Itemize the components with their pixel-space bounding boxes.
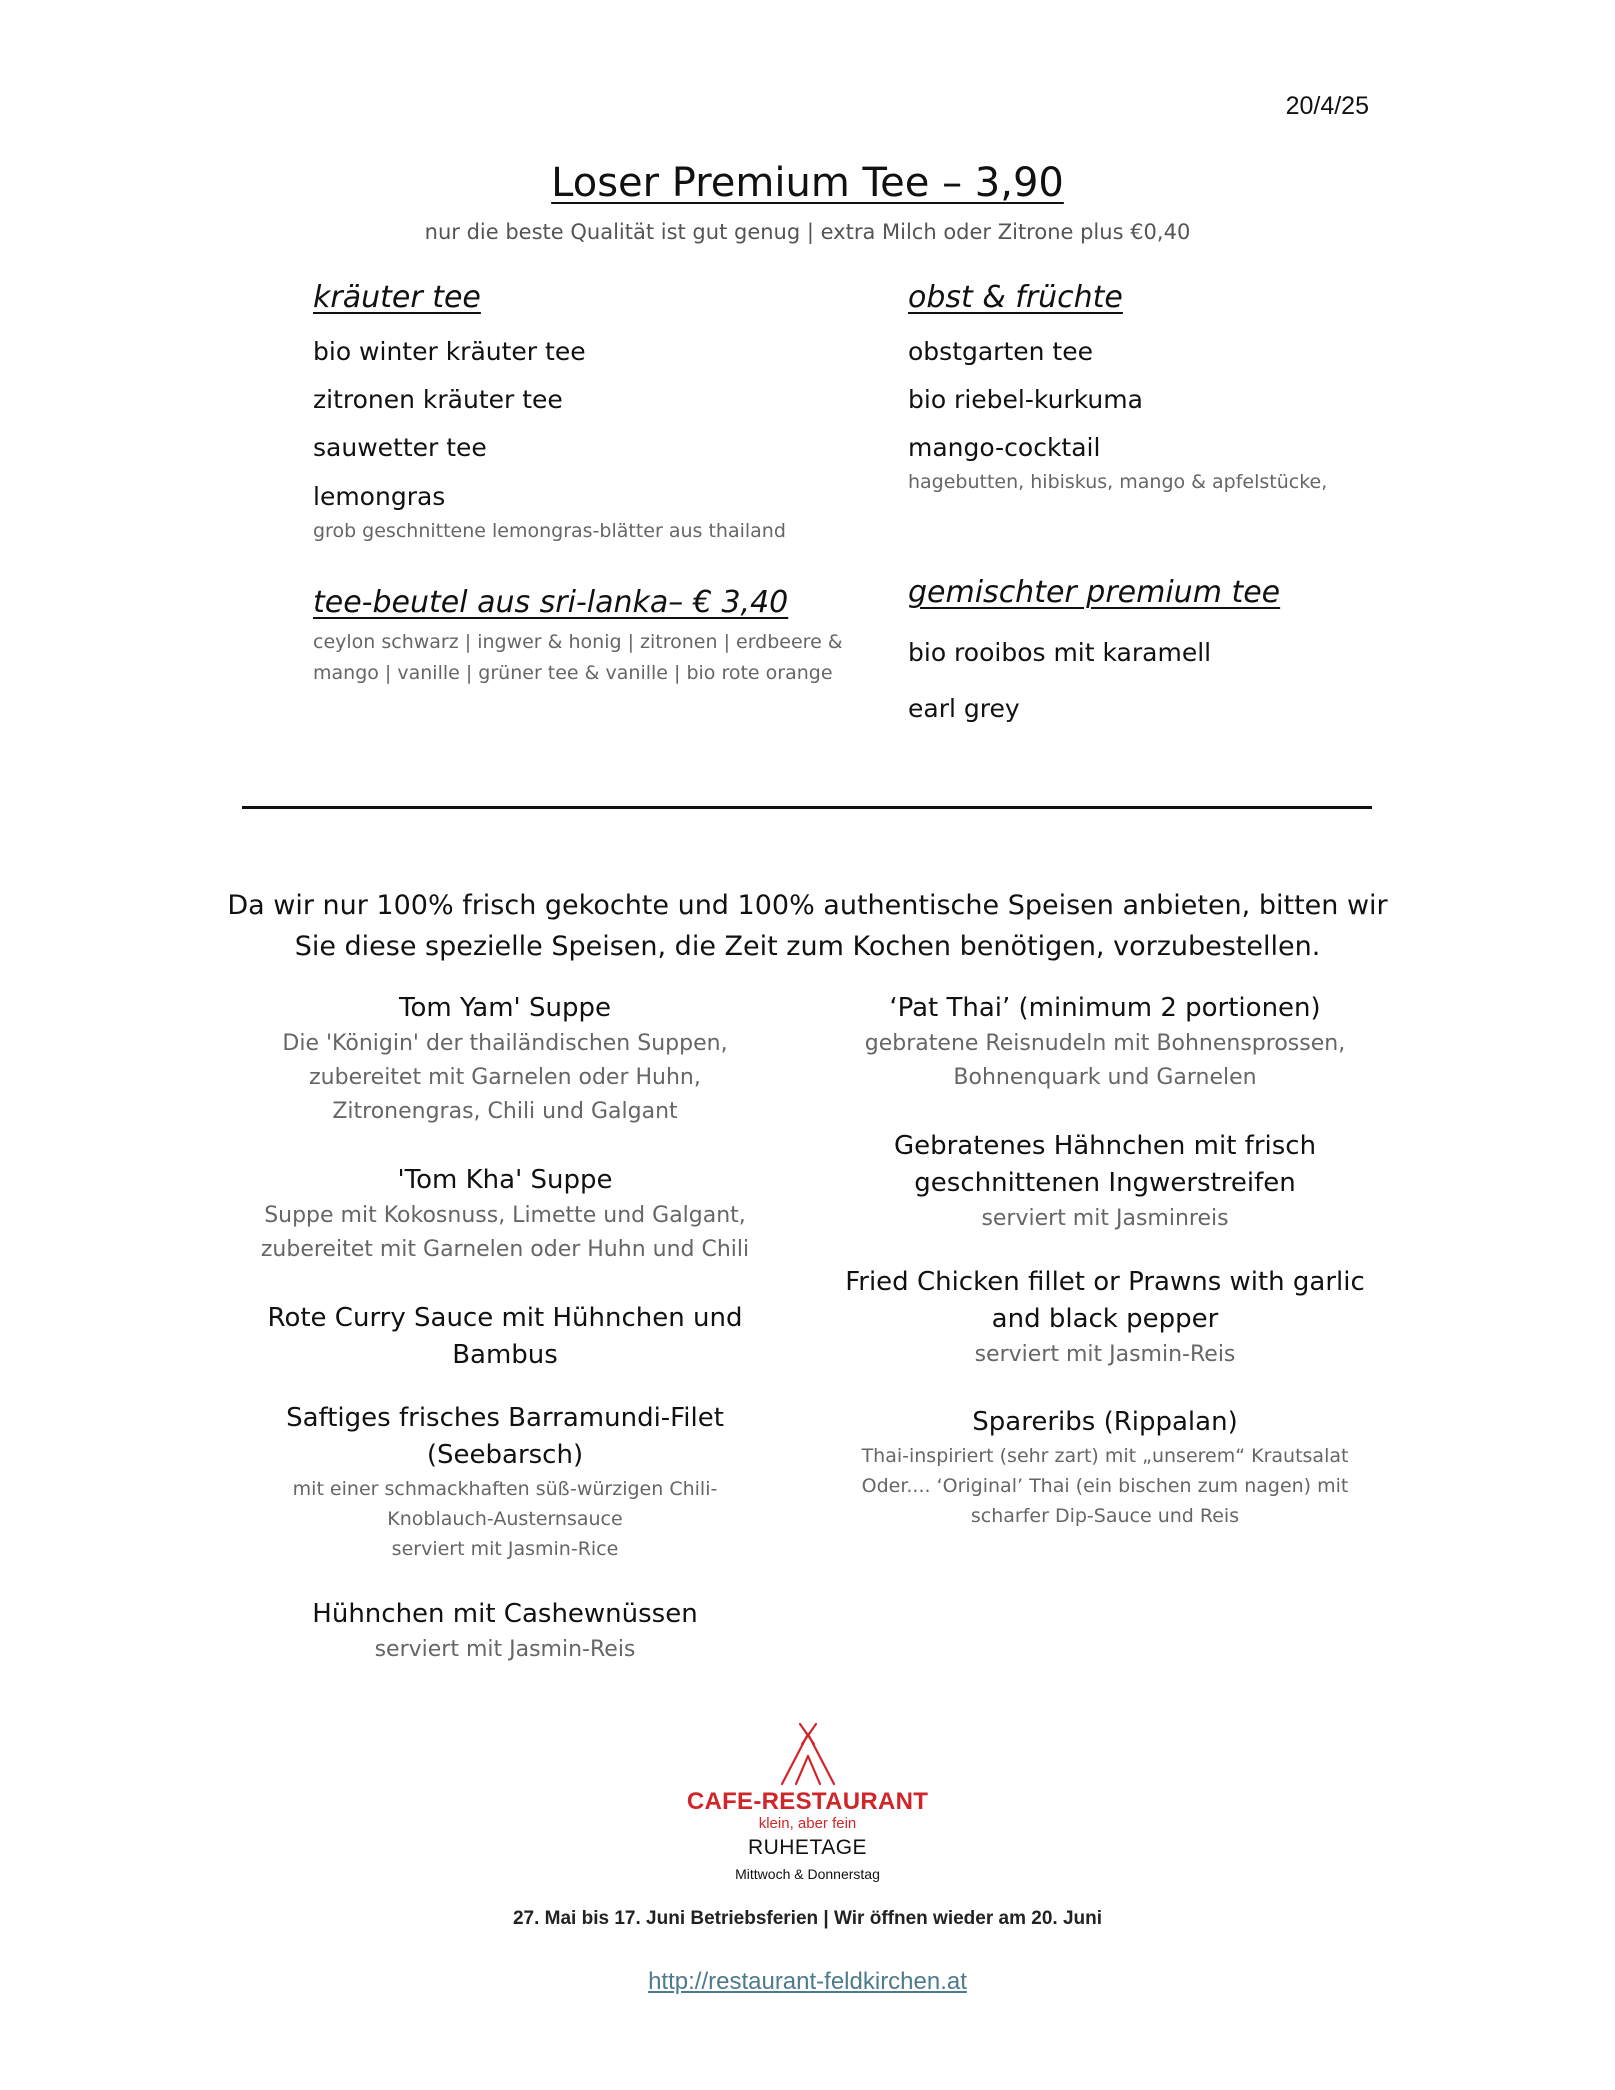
dish-item [805,1404,1405,1531]
page-title: Loser Premium Tee – 3,90 [551,160,1064,206]
tea-item: earl grey [908,694,1020,723]
section-heading-kraeuter-tee: kräuter tee [313,280,481,315]
tipi-logo-icon [0,1722,1615,1790]
dish-description: serviert mit Jasmin-Rice [391,1538,619,1560]
dish-title: Saftiges frisches Barramundi-Filet [286,1403,724,1433]
tea-item-note: hagebutten, hibiskus, mango & apfelstücke, [908,471,1328,493]
dish-title: Gebratenes Hähnchen mit frisch [893,1131,1317,1161]
dish-item [805,990,1405,1095]
dish-description: Thai-inspiriert (sehr zart) mit „unserem“ Krautsalat [861,1445,1349,1467]
tea-item: bio riebel-kurkuma [908,385,1143,414]
page-subtitle: nur die beste Qualität ist gut genug | extra Milch oder Zitrone plus €0,40 [424,220,1191,244]
tea-item: lemongras [313,482,446,511]
dish-description: serviert mit Jasmin-Reis [374,1637,636,1662]
tea-item: obstgarten tee [908,337,1093,366]
dish-description: Suppe mit Kokosnuss, Limette und Galgant, [264,1203,746,1228]
brand-tagline: klein, aber fein [758,1815,857,1832]
tea-item: bio winter kräuter tee [313,337,586,366]
dish-title: geschnittenen Ingwerstreifen [914,1168,1296,1198]
section-heading-tee-beutel: tee-beutel aus sri-lanka– € 3,40 [313,585,789,620]
holiday-notice: 27. Mai bis 17. Juni Betriebsferien | Wir öffnen wieder am 20. Juni [512,1908,1103,1929]
menu-date: 20/4/25 [1285,92,1369,120]
dish-description: Bohnenquark und Garnelen [953,1065,1257,1090]
dish-description: mit einer schmackhaften süß-würzigen Chili- [292,1478,718,1500]
dish-item [200,1300,810,1374]
dish-description: gebratene Reisnudeln mit Bohnensprossen, [864,1031,1346,1056]
preorder-notice [200,885,1415,967]
tee-beutel-varieties-line-1: ceylon schwarz | ingwer & honig | zitronen | erdbeere & [313,631,843,653]
brand-name: CAFE-RESTAURANT [686,1788,929,1815]
dish-description: Oder.... ‘Original’ Thai (ein bischen zum nagen) mit [861,1475,1349,1497]
dish-description: serviert mit Jasmin-Reis [974,1342,1236,1367]
tea-item: zitronen kräuter tee [313,385,563,414]
dish-item [805,1264,1405,1372]
dish-title: Tom Yam' Suppe [399,993,611,1023]
closing-days: Mittwoch & Donnerstag [735,1866,880,1882]
dish-item [805,1128,1405,1236]
dish-description: serviert mit Jasminreis [981,1206,1229,1231]
dish-item [200,990,810,1129]
dish-description: Die 'Königin' der thailändischen Suppen, [282,1031,728,1056]
preorder-notice-line-1: Da wir nur 100% frisch gekochte und 100% authentische Speisen anbieten, bitten wir [227,890,1388,921]
dish-title: Rote Curry Sauce mit Hühnchen und [267,1303,743,1333]
tea-item: mango-cocktail [908,433,1101,462]
tea-item: bio rooibos mit karamell [908,638,1212,667]
preorder-notice-line-2: Sie diese spezielle Speisen, die Zeit zum Kochen benötigen, vorzubestellen. [294,931,1321,962]
dish-description: zubereitet mit Garnelen oder Huhn, [309,1065,701,1090]
dish-title: 'Tom Kha' Suppe [397,1165,613,1195]
dish-description: zubereitet mit Garnelen oder Huhn und Chili [260,1237,750,1262]
dish-title: (Seebarsch) [426,1440,584,1470]
dish-item [200,1400,810,1564]
section-divider [242,806,1372,809]
tee-beutel-varieties-line-2: mango | vanille | grüner tee & vanille | bio rote orange [313,662,833,684]
tea-item-note: grob geschnittene lemongras-blätter aus thailand [313,520,786,542]
section-heading-obst-fruechte: obst & früchte [908,280,1123,315]
dish-description: Zitronengras, Chili und Galgant [332,1099,678,1124]
dish-description: scharfer Dip-Sauce und Reis [970,1505,1240,1527]
website-link[interactable]: http://restaurant-feldkirchen.at [648,1968,967,1995]
dish-title: ‘Pat Thai’ (minimum 2 portionen) [889,993,1321,1023]
dish-item [200,1596,810,1667]
dish-title: Fried Chicken fillet or Prawns with garlic [845,1267,1365,1297]
dish-title: Spareribs (Rippalan) [972,1407,1238,1437]
section-heading-gemischter-premium-tee: gemischter premium tee [908,575,1281,610]
tea-item: sauwetter tee [313,433,487,462]
website-link-wrapper [0,1968,1615,1996]
dish-title: Bambus [452,1340,558,1370]
dish-title: Hühnchen mit Cashewnüssen [312,1599,698,1629]
dish-item [200,1162,810,1267]
dish-description: Knoblauch-Austernsauce [387,1508,623,1530]
dish-title: and black pepper [991,1304,1219,1334]
closing-days-label: RUHETAGE [747,1836,868,1859]
